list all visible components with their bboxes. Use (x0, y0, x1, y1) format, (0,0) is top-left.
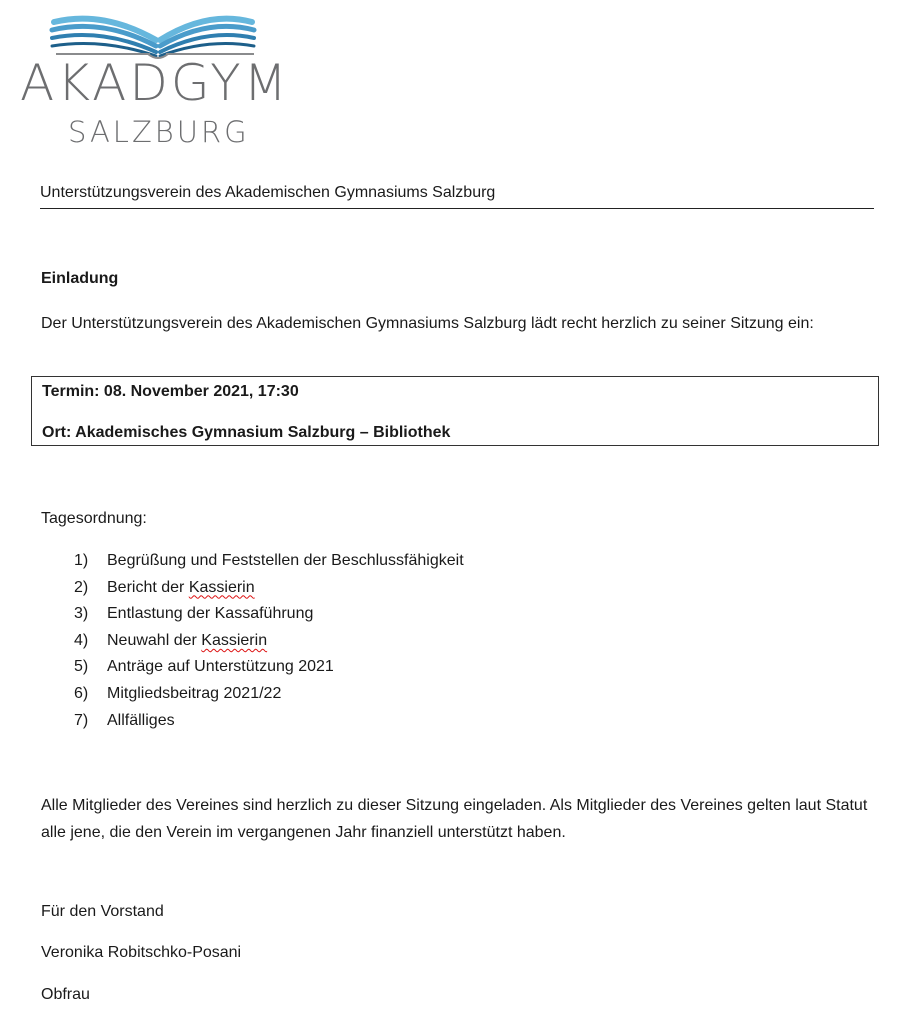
signature-name: Veronika Robitschko-Posani (41, 944, 242, 961)
invitation-intro: Der Unterstützungsverein des Akademischen Gymnasiums Salzburg lädt recht herzlich zu seiner Sitzung ein: (41, 315, 814, 332)
open-book-icon (48, 12, 258, 60)
agenda-item (74, 708, 464, 735)
agenda-item (74, 628, 464, 655)
agenda-item-text-part: Bericht der (107, 578, 189, 596)
agenda-item-number: 7) (74, 711, 89, 729)
signature-intro: Für den Vorstand (41, 903, 164, 920)
agenda-item-number: 3) (74, 605, 89, 623)
agenda-item (74, 654, 464, 681)
meeting-details-box (31, 376, 879, 446)
agenda-item-number: 6) (74, 684, 89, 702)
logo-wordmark: AKADGYM (20, 54, 290, 112)
agenda-list (74, 548, 464, 734)
header-organization: Unterstützungsverein des Akademischen Gymnasiums Salzburg (40, 184, 874, 209)
agenda-item-number: 4) (74, 631, 89, 649)
signature-role: Obfrau (41, 986, 90, 1003)
spellcheck-flagged-word: Kassierin (201, 631, 268, 649)
agenda-item-text: Begrüßung und Feststellen der Beschlussfähigkeit (107, 552, 464, 569)
meeting-date: Termin: 08. November 2021, 17:30 (42, 383, 299, 400)
agenda-item (74, 575, 464, 602)
spellcheck-flagged-word: Kassierin (188, 578, 255, 596)
logo-subtitle: SALZBURG (68, 115, 250, 149)
agenda-item-text-part: Neuwahl der (107, 631, 202, 649)
invitation-heading: Einladung (41, 270, 119, 287)
agenda-item-text: Entlastung der Kassaführung (107, 605, 314, 623)
closing-paragraph: Alle Mitglieder des Vereines sind herzlich zu dieser Sitzung eingeladen. Als Mitglieder des Vereines gelten laut Statut alle jene, die den Verein im vergangenen Jahr finanziell unterstützt haben. (41, 797, 868, 841)
agenda-item-number: 1) (74, 552, 89, 569)
agenda-item (74, 601, 464, 628)
agenda-item-text (107, 628, 267, 655)
agenda-item-text: Mitgliedsbeitrag 2021/22 (107, 684, 282, 702)
agenda-label: Tagesordnung: (41, 510, 147, 527)
akadgym-logo (18, 8, 288, 158)
meeting-location: Ort: Akademisches Gymnasium Salzburg – Bibliothek (42, 424, 451, 441)
agenda-item-number: 5) (74, 658, 89, 676)
agenda-item-text: Allfälliges (107, 711, 175, 729)
agenda-item-text: Anträge auf Unterstützung 2021 (107, 658, 334, 676)
agenda-item (74, 548, 464, 575)
agenda-item-number: 2) (74, 578, 89, 596)
agenda-item-text (107, 575, 255, 602)
agenda-item (74, 681, 464, 708)
